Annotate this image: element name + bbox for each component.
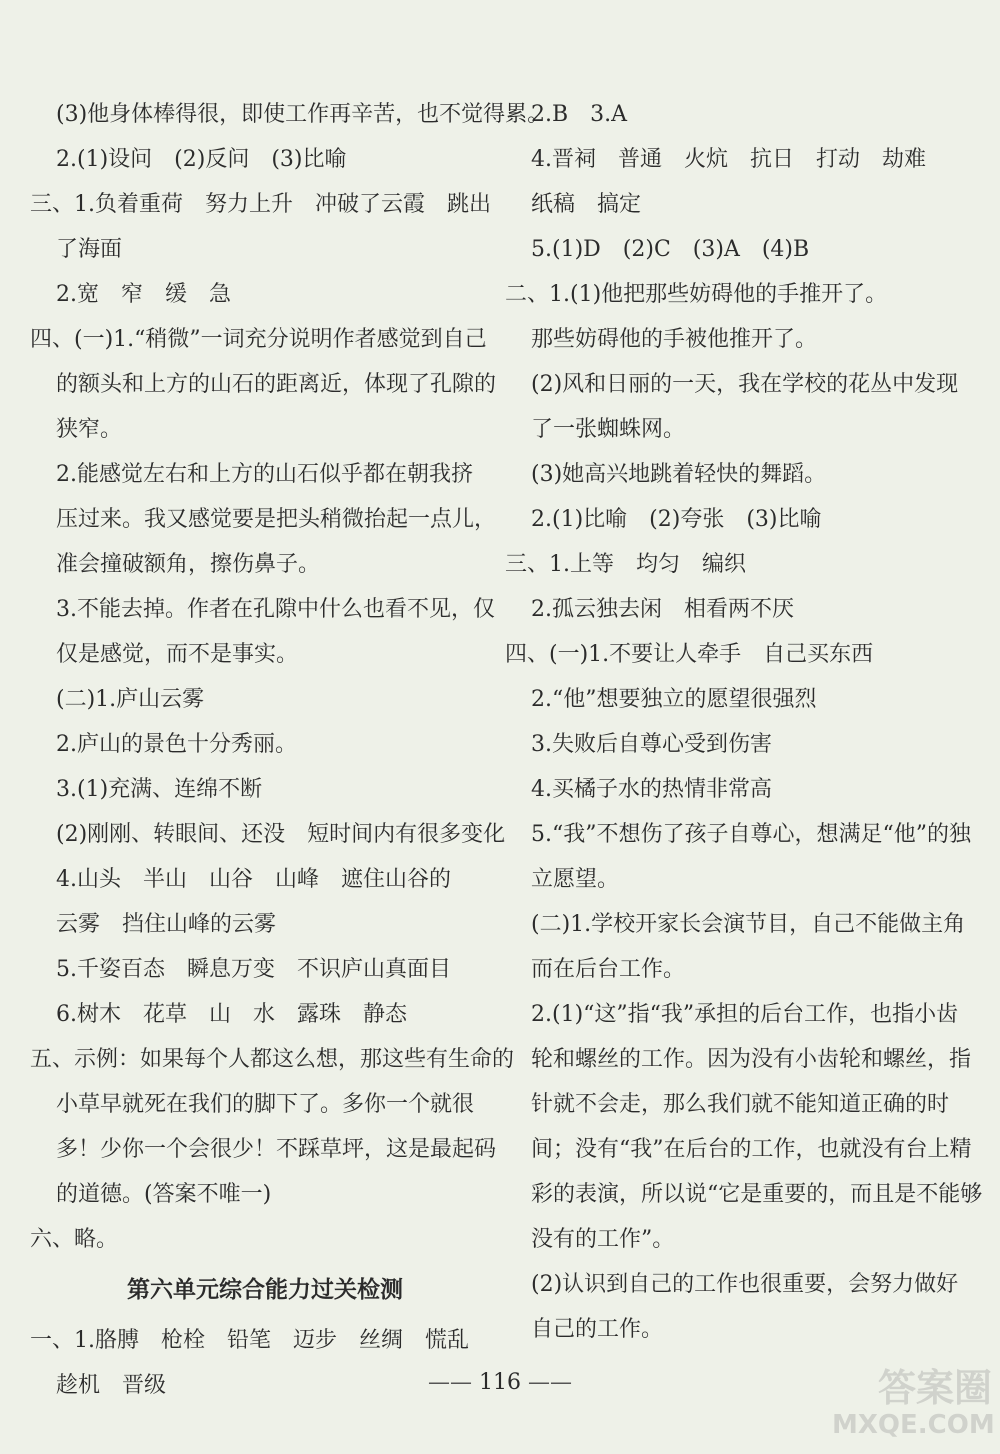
answer-line: 三、1.负着重荷 努力上升 冲破了云霞 跳出 [30,192,491,217]
answer-line: 2.B 3.A [531,102,628,127]
answer-line: 小草早就死在我们的脚下了。多你一个就很 [56,1092,475,1117]
answer-line: (3)她高兴地跳着轻快的舞蹈。 [531,462,827,487]
answer-line: 而在后台工作。 [531,957,686,982]
answer-line: 没有的工作”。 [531,1227,675,1252]
answer-line: (2)认识到自己的工作也很重要，会努力做好 [531,1272,959,1297]
answer-line: 准会撞破额角，擦伤鼻子。 [56,552,321,577]
answer-line: 3.失败后自尊心受到伤害 [531,732,772,757]
answer-line: 6.树木 花草 山 水 露珠 静态 [56,1002,407,1027]
answer-line: 2.庐山的景色十分秀丽。 [56,732,297,757]
answer-line: 2.“他”想要独立的愿望很强烈 [531,687,817,712]
answer-line: (二)1.庐山云雾 [56,687,205,712]
right-column [505,92,983,1352]
watermark-bottom-text: MXQE.COM [832,1410,995,1440]
answer-line: 彩的表演，所以说“它是重要的，而且是不能够 [531,1182,983,1207]
answer-line: (2)风和日丽的一天，我在学校的花丛中发现 [531,372,959,397]
answer-line: 那些妨碍他的手被他推开了。 [531,327,818,352]
answer-line: 4.山头 半山 山谷 山峰 遮住山谷的 [56,867,451,892]
answer-line: 趁机 晋级 [56,1373,167,1398]
answer-line: 针就不会走，那么我们就不能知道正确的时 [531,1092,950,1117]
answer-line: 2.孤云独去闲 相看两不厌 [531,597,794,622]
answer-line: 4.买橘子水的热情非常高 [531,777,772,802]
answer-line: 二、1.(1)他把那些妨碍他的手推开了。 [505,282,888,307]
answer-line: 2.宽 窄 缓 急 [56,282,231,307]
answer-line: (3)他身体棒得很，即使工作再辛苦，也不觉得累。 [56,102,550,127]
answer-line: 5.(1)D (2)C (3)A (4)B [531,237,810,262]
answer-line: 3.(1)充满、连绵不断 [56,777,263,802]
answer-line: 三、1.上等 均匀 编织 [505,552,746,577]
answer-line: 间；没有“我”在后台的工作，也就没有台上精 [531,1137,972,1162]
answer-line: 轮和螺丝的工作。因为没有小齿轮和螺丝，指 [531,1047,972,1072]
answer-line: 2.(1)“这”指“我”承担的后台工作，也指小齿 [531,1002,959,1027]
answer-line: 自己的工作。 [531,1317,664,1342]
answer-line: 2.(1)设问 (2)反问 (3)比喻 [56,147,347,172]
answer-line: 立愿望。 [531,867,620,892]
answer-line: 的额头和上方的山石的距离近，体现了孔隙的 [56,372,497,397]
answer-line: 狭窄。 [56,417,123,442]
answer-line: 压过来。我又感觉要是把头稍微抬起一点儿， [56,507,497,532]
answer-line: 的道德。(答案不唯一) [56,1182,272,1207]
answer-line: 仅是感觉，而不是事实。 [56,642,299,667]
answer-line: (二)1.学校开家长会演节目，自己不能做主角 [531,912,966,937]
answer-line: (2)刚刚、转眼间、还没 短时间内有很多变化 [56,822,506,847]
watermark-logo [832,1366,995,1446]
answer-line: 六、略。 [30,1227,119,1252]
section-title: 第六单元综合能力过关检测 [127,1277,403,1303]
answer-line: 一、1.胳膊 枪栓 铅笔 迈步 丝绸 慌乱 [30,1328,469,1353]
answer-line: 纸稿 搞定 [531,192,642,217]
page-number: —— 116 —— [428,1370,572,1395]
answer-line: 3.不能去掉。作者在孔隙中什么也看不见，仅 [56,597,495,622]
answer-line: 云雾 挡住山峰的云雾 [56,912,277,937]
answer-line: 五、示例：如果每个人都这么想，那这些有生命的 [30,1047,515,1072]
answer-line: 多！少你一个会很少！不踩草坪，这是最起码 [56,1137,497,1162]
watermark-top-text: 答案圈 [877,1366,992,1410]
answer-line: 四、(一)1.不要让人牵手 自己买东西 [505,642,874,667]
answer-line: 2.(1)比喻 (2)夸张 (3)比喻 [531,507,822,532]
page-number-value: 116 [479,1370,521,1395]
answer-line: 2.能感觉左右和上方的山石似乎都在朝我挤 [56,462,473,487]
answer-line: 5.“我”不想伤了孩子自尊心，想满足“他”的独 [531,822,971,847]
answer-line: 了一张蜘蛛网。 [531,417,686,442]
answer-line: 了海面 [56,237,123,262]
answer-line: 5.千姿百态 瞬息万变 不识庐山真面目 [56,957,451,982]
answer-line: 4.晋祠 普通 火炕 抗日 打动 劫难 [531,147,926,172]
answer-line: 四、(一)1.“稍微”一词充分说明作者感觉到自己 [30,327,487,352]
